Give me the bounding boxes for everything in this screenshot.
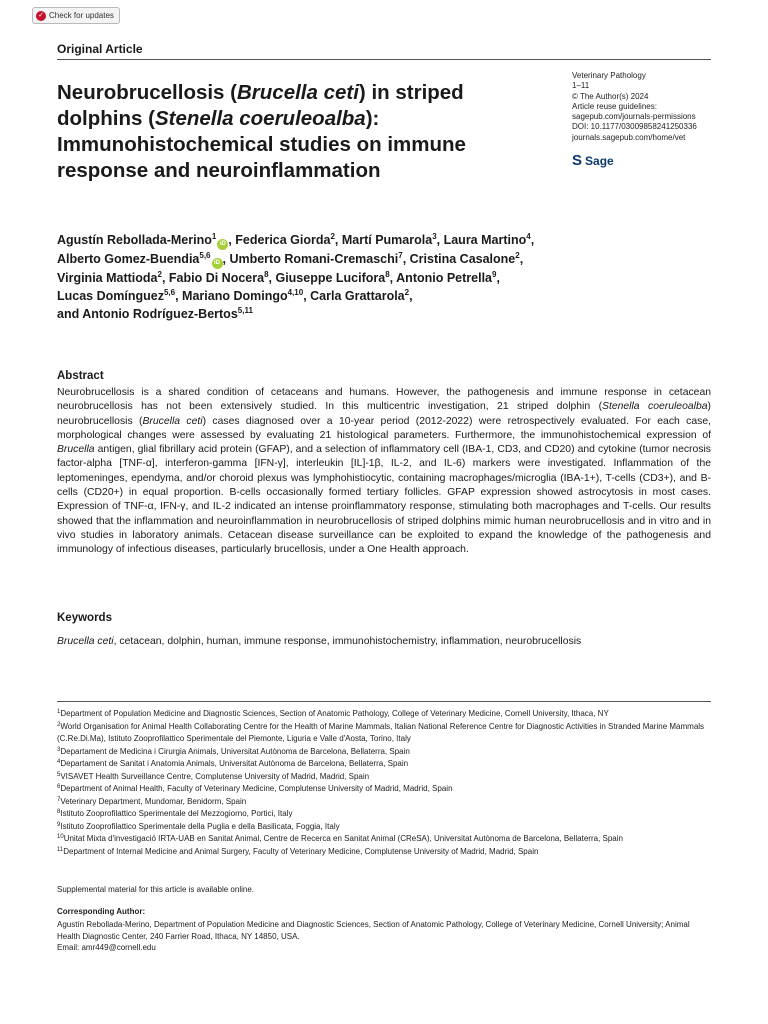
author-name: Agustín Rebollada-Merino: [57, 233, 212, 247]
affiliation-number: 10: [57, 834, 64, 840]
author-line-3: [57, 269, 697, 287]
page-range: 1–11: [572, 81, 590, 91]
corresponding-heading: Corresponding Author:: [57, 907, 146, 916]
journal-info: [572, 71, 742, 143]
keywords-list: [57, 635, 711, 649]
affiliation-number: 2: [57, 721, 61, 728]
author-separator: ,: [161, 271, 169, 285]
author-name: Laura Martino: [443, 233, 527, 247]
affiliation-number: 4: [57, 759, 61, 765]
abstract-species-name: Brucella: [57, 444, 95, 456]
affiliations-divider: [57, 701, 711, 702]
affiliation-item: [57, 783, 711, 796]
sage-logo: [572, 153, 614, 168]
affiliation-item: [57, 796, 711, 809]
abstract-text: ) cases diagnosed over a 10-year period (2012-2022) were retrospectively evaluated. For each case, morphological changes were assessed by evaluating 21 histological parameters. Furthermore, the immunohistochemical expression of: [57, 415, 711, 441]
affiliation-text: Istituto Zooprofilattico Sperimentale del Mezzogiorno, Portici, Italy: [60, 809, 293, 818]
affiliation-text: Department of Animal Health, Faculty of Veterinary Medicine, Complutense University of Madrid, Madrid, Spain: [60, 784, 453, 793]
article-type: Original Article: [57, 42, 143, 56]
abstract-body: [57, 386, 711, 558]
author-name: Virginia Mattioda: [57, 271, 158, 285]
author-affiliation-ref: 1: [211, 232, 217, 241]
author-affiliation-ref: 8: [385, 270, 390, 279]
journal-name: Veterinary Pathology: [572, 71, 646, 80]
author-separator: ,: [496, 271, 500, 285]
affiliation-number: 3: [57, 746, 61, 753]
affiliation-item: [57, 746, 711, 759]
author-name: Federica Giorda: [235, 233, 331, 247]
check-updates-icon: ✓: [36, 11, 46, 21]
author-separator: ,: [268, 271, 276, 285]
author-separator: ,: [389, 271, 397, 285]
affiliation-number: 1: [57, 709, 61, 715]
author-line-4: [57, 287, 697, 305]
article-title: [57, 80, 527, 184]
affiliation-item: [57, 846, 711, 859]
author-separator: ,: [228, 233, 236, 247]
affiliation-text: Istituto Zooprofilattico Sperimentale della Puglia e della Basilicata, Foggia, Italy: [60, 821, 340, 831]
author-separator: ,: [436, 233, 444, 247]
author-affiliation-ref: 2: [404, 288, 410, 297]
title-text-3: ): Immunohistochemical studies on immune response and neuroinflammation: [57, 107, 466, 182]
abstract-heading: Abstract: [57, 370, 104, 382]
affiliation-item: [57, 721, 711, 746]
author-separator: ,: [334, 233, 342, 247]
author-affiliation-ref: 5,6: [163, 288, 176, 297]
author-affiliation-ref: 2: [515, 251, 520, 260]
reuse-guidelines-label: Article reuse guidelines:: [572, 101, 657, 111]
orcid-icon[interactable]: iD: [212, 258, 223, 269]
title-text-1: Neurobrucellosis (: [57, 81, 237, 104]
affiliation-item: [57, 821, 711, 834]
keywords-heading: Keywords: [57, 612, 112, 624]
author-separator: ,: [409, 289, 413, 303]
author-name: Giuseppe Lucifora: [275, 271, 386, 285]
author-affiliation-ref: 7: [398, 251, 403, 260]
abstract-species-name: Stenella coeruleoalba: [602, 401, 708, 413]
author-name: Umberto Romani-Cremaschi: [229, 252, 399, 266]
supplemental-note: Supplemental material for this article is available online.: [57, 885, 254, 894]
affiliation-item: [57, 771, 711, 784]
author-affiliation-ref: 4: [526, 232, 531, 241]
author-name: Carla Grattarola: [310, 289, 405, 303]
abstract-species-name: Brucella ceti: [142, 415, 203, 427]
title-text-2: ) in striped dolphins (: [57, 81, 464, 130]
affiliation-text: VISAVET Health Surveillance Centre, Complutense University of Madrid, Madrid, Spain: [60, 771, 370, 781]
journal-home-link[interactable]: journals.sagepub.com/home/vet: [572, 132, 686, 142]
abstract-text: Neurobrucellosis is a shared condition of cetaceans and humans. However, the pathogenesis and immune response in cetacean neurobrucellosis has not been extensively studied. In this multicentric investigation, 21 striped dolphin (: [57, 387, 711, 413]
abstract-text: antigen, glial fibrillary acid protein (GFAP), and a selection of inflammatory cell (IBA-1, CD3, and CD20) and cytokine (tumor necrosis factor-alpha [TNF-α], interferon-gamma [IFN-γ], interleukin [IL]-1β, IL-2, and IL-6) markers were investigated. Inflammation of the leptomeninges, ependyma, and/or choroid plexus was lymphohistiocytic, containing macrophages/microglia (IBA-1+), T-cells (CD3+), and B-cells (CD20+) in equal proportion. B-cells occasionally formed tertiary follicles. GFAP expression showed astrocytosis in most cases. Expression of TNF-α, IFN-γ, and IL-2 indicated an intense proinflammatory response, stimulating both macrophages and T-cells. Our results showed that the inflammation and neuroinflammation in neurobrucellosis of striped dolphins mimic human neurobrucellosis and in vitro and in vivo studies in laboratory animals. Cetacean disease surveillance can be exploited to expand the knowledge of the pathogenesis and immunology of infectious diseases, particularly brucellosis, under a One Health approach.: [57, 444, 711, 556]
affiliation-number: 5: [57, 771, 61, 778]
author-affiliation-ref: 8: [264, 270, 269, 279]
check-for-updates-badge[interactable]: [32, 7, 120, 24]
affiliation-item: [57, 808, 711, 821]
author-affiliation-ref: 9: [492, 270, 497, 279]
author-list: [57, 231, 697, 323]
affiliation-text: Departament de Sanitat i Anatomia Animals, Universitat Autònoma de Barcelona, Bellaterra, Spain: [60, 759, 409, 768]
author-separator: ,: [402, 252, 410, 266]
author-name: and Antonio Rodríguez-Bertos: [57, 307, 238, 321]
author-affiliation-ref: 4,10: [287, 288, 304, 297]
author-name: Lucas Domínguez: [57, 289, 164, 303]
author-name: Fabio Di Nocera: [168, 271, 265, 285]
permissions-link[interactable]: sagepub.com/journals-permissions: [572, 112, 696, 122]
sage-name: Sage: [585, 153, 614, 168]
author-name: Mariano Domingo: [182, 289, 288, 303]
check-updates-label: Check for updates: [49, 11, 114, 20]
orcid-icon[interactable]: iD: [217, 239, 228, 250]
author-line-2: [57, 250, 697, 269]
affiliation-number: 7: [57, 796, 61, 803]
author-affiliation-ref: 2: [330, 232, 335, 241]
author-name: Alberto Gomez-Buendia: [57, 252, 200, 266]
author-separator: ,: [303, 289, 311, 303]
affiliation-text: Unitat Mixta d'investigació IRTA-UAB en Sanitat Animal, Centre de Recerca en Sanitat Animal (CReSA), Universitat Autònoma de Barcelona, Bellaterra, Spain: [63, 834, 623, 843]
doi[interactable]: DOI: 10.1177/03009858241250336: [572, 122, 697, 132]
keyword-species: Brucella ceti: [57, 636, 114, 647]
affiliations-list: [57, 708, 711, 858]
author-line-5: [57, 305, 697, 323]
affiliation-text: World Organisation for Animal Health Collaborating Centre for the Health of Marine Mammals, Italian National Reference Centre for Diagnostic Activities in Stranded Marine Mammals (C.Re.Di.Ma), Istituto Zooprofilattico Sperimentale del Piemonte, Liguria e Valle d'Aosta, Torino, Italy: [57, 721, 705, 743]
abstract-text: ) neurobrucellosis (: [57, 401, 711, 427]
author-separator: ,: [519, 252, 524, 266]
affiliation-item: [57, 833, 711, 846]
corresponding-email[interactable]: Email: amr449@cornell.edu: [57, 943, 156, 952]
title-species-1: Brucella ceti: [237, 81, 359, 104]
author-name: Antonio Petrella: [396, 271, 492, 285]
author-separator: ,: [175, 289, 183, 303]
affiliation-item: [57, 708, 711, 721]
author-separator: ,: [222, 252, 230, 266]
affiliation-number: 11: [57, 846, 64, 853]
author-name: Cristina Casalone: [409, 252, 516, 266]
copyright: © The Author(s) 2024: [572, 91, 649, 101]
author-affiliation-ref: 5,11: [237, 306, 253, 315]
keyword-rest: , cetacean, dolphin, human, immune response, immunohistochemistry, inflammation, neurobrucellosis: [113, 636, 582, 647]
affiliation-text: Department of Internal Medicine and Animal Surgery, Faculty of Veterinary Medicine, Complutense University of Madrid, Madrid, Spain: [63, 846, 539, 856]
affiliation-number: 8: [57, 809, 61, 815]
header-divider: [57, 59, 711, 60]
affiliation-text: Departament de Medicina i Cirurgia Animals, Universitat Autònoma de Barcelona, Bellaterra, Spain: [60, 746, 410, 756]
affiliation-number: 6: [57, 784, 61, 790]
author-line-1: [57, 231, 697, 250]
author-affiliation-ref: 3: [432, 232, 437, 241]
author-affiliation-ref: 5,6: [199, 251, 211, 260]
affiliation-item: [57, 758, 711, 771]
affiliation-number: 9: [57, 821, 61, 828]
corresponding-address: Agustín Rebollada-Merino, Department of Population Medicine and Diagnostic Sciences, Section of Anatomic Pathology, College of Veterinary Medicine, Cornell University; Animal Health Diagnostic Center, 240 Farrier Road, Ithaca, NY 14850, USA.: [57, 920, 690, 941]
sage-mark-icon: S: [572, 152, 583, 169]
affiliation-text: Veterinary Department, Mundomar, Benidorm, Spain: [60, 796, 247, 806]
author-affiliation-ref: 2: [157, 270, 162, 279]
author-separator: ,: [530, 233, 535, 247]
author-name: Martí Pumarola: [341, 233, 433, 247]
title-species-2: Stenella coeruleoalba: [154, 107, 366, 130]
affiliation-text: Department of Population Medicine and Diagnostic Sciences, Section of Anatomic Pathology, College of Veterinary Medicine, Cornell University, Ithaca, NY: [60, 709, 609, 718]
corresponding-details: [57, 919, 711, 954]
